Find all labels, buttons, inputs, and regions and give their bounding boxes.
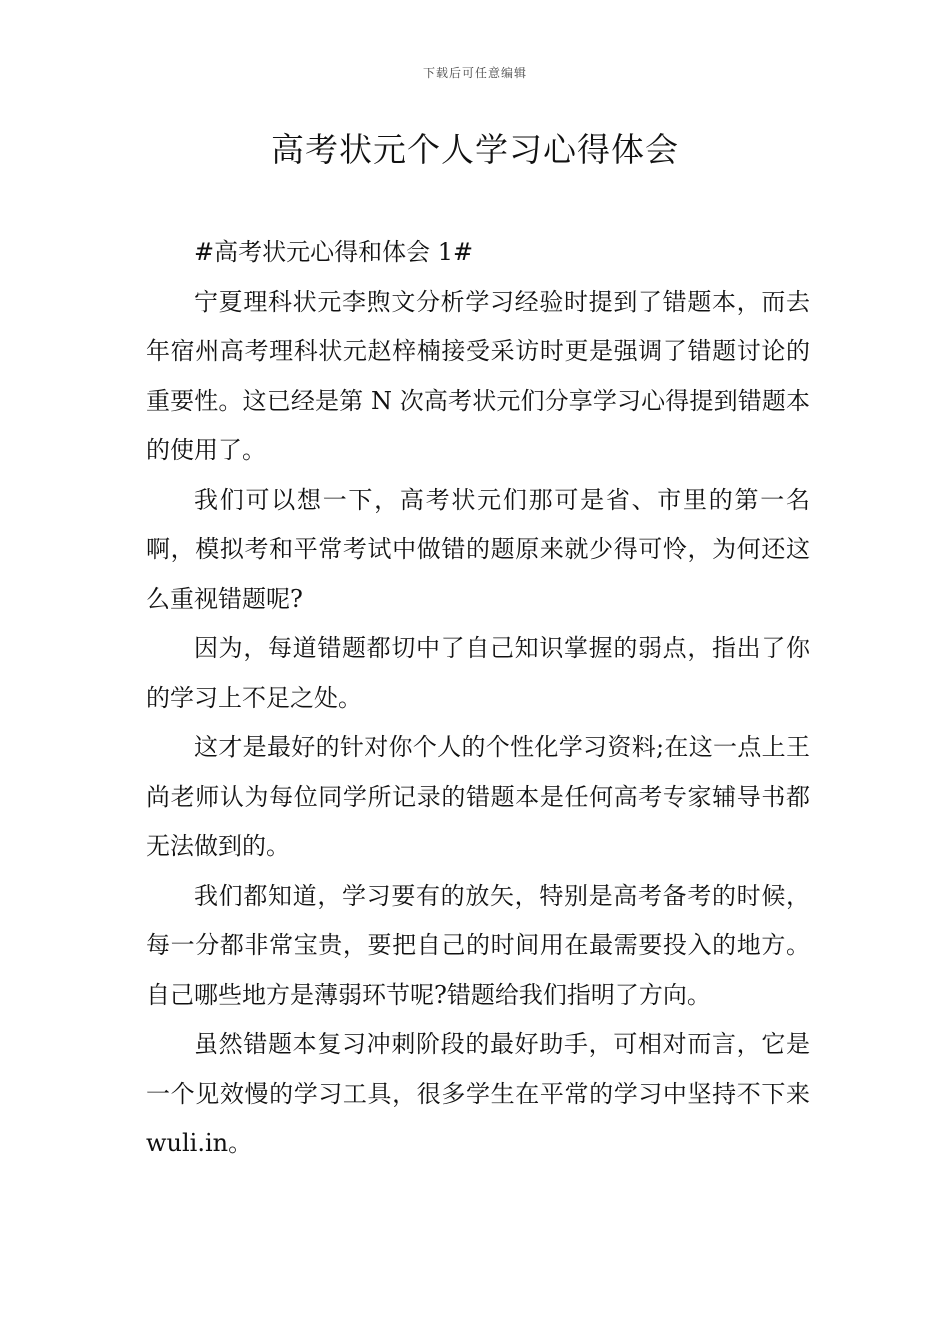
paragraph-heading: #高考状元心得和体会 1# <box>194 238 474 266</box>
paragraph: 这才是最好的针对你个人的个性化学习资料;在这一点上王尚老师认为每位同学所记录的错题本是任何高考专家辅导书都无法做到的。 <box>146 733 810 860</box>
paragraph: 我们可以想一下，高考状元们那可是省、市里的第一名啊，模拟考和平常考试中做错的题原来就少得可怜，为何还这么重视错题呢? <box>146 485 810 613</box>
document-body <box>146 228 810 1169</box>
paragraph: 我们都知道，学习要有的放矢，特别是高考备考的时候，每一分都非常宝贵，要把自己的时间用在最需要投入的地方。自己哪些地方是薄弱环节呢?错题给我们指明了方向。 <box>146 881 810 1009</box>
paragraph: 因为，每道错题都切中了自己知识掌握的弱点，指出了你的学习上不足之处。 <box>146 634 810 712</box>
header-note: 下载后可任意编辑 <box>422 66 527 80</box>
paragraph: 虽然错题本复习冲刺阶段的最好助手，可相对而言，它是一个见效慢的学习工具，很多学生在平常的学习中坚持不下来wuli.in。 <box>146 1030 810 1157</box>
paragraph: 宁夏理科状元李煦文分析学习经验时提到了错题本，而去年宿州高考理科状元赵梓楠接受采访时更是强调了错题讨论的重要性。这已经是第 N 次高考状元们分享学习心得提到错题本的使用了。 <box>146 287 810 464</box>
document-title: 高考状元个人学习心得体会 <box>271 130 679 169</box>
